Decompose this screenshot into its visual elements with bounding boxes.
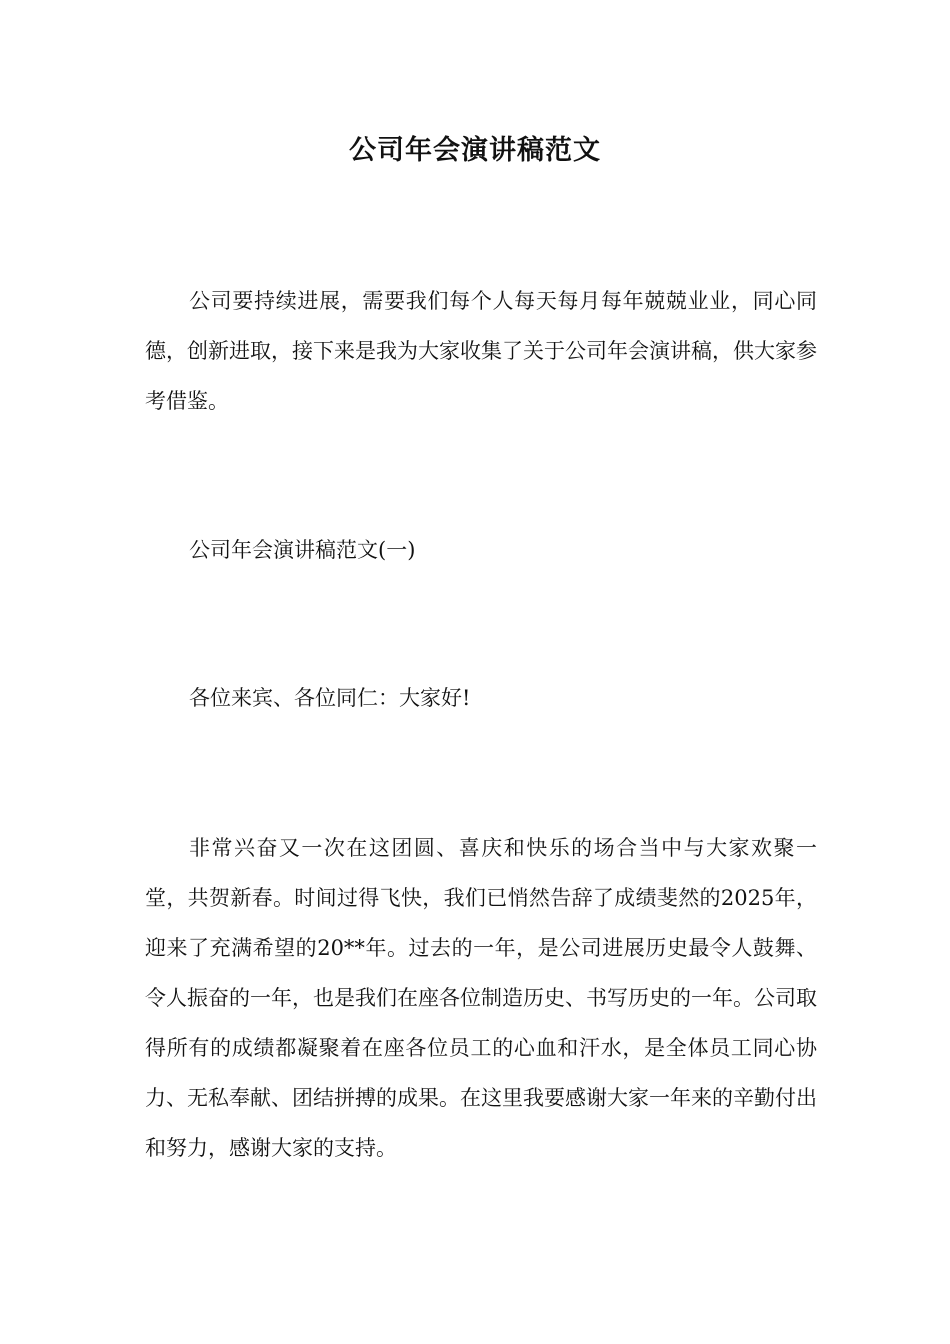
intro-paragraph: 公司要持续进展，需要我们每个人每天每月每年兢兢业业，同心同德，创新进取，接下来是我为大家收集了关于公司年会演讲稿，供大家参考借鉴。 xyxy=(145,289,817,413)
document-title: 公司年会演讲稿范文 xyxy=(349,135,601,166)
section-title: 公司年会演讲稿范文(一) xyxy=(189,538,416,562)
body-paragraph: 非常兴奋又一次在这团圆、喜庆和快乐的场合当中与大家欢聚一堂，共贺新春。时间过得飞快，我们已悄然告辞了成绩斐然的2025年，迎来了充满希望的20**年。过去的一年，是公司进展历史最令人鼓舞、令人振奋的一年，也是我们在座各位制造历史、书写历史的一年。公司取得所有的成绩都凝聚着在座各位员工的心血和汗水，是全体员工同心协力、无私奉献、团结拼搏的成果。在这里我要感谢大家一年来的辛勤付出和努力，感谢大家的支持。 xyxy=(145,836,817,1160)
greeting-paragraph: 各位来宾、各位同仁：大家好! xyxy=(189,686,471,710)
